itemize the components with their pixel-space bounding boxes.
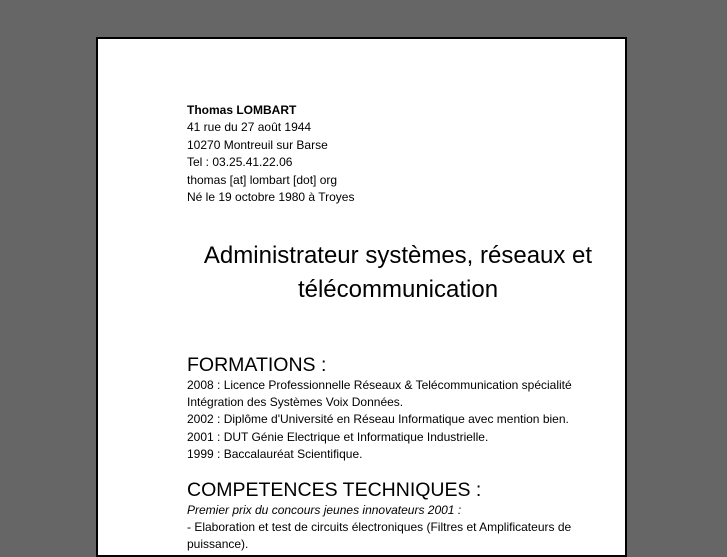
competences-subheading: Premier prix du concours jeunes innovateurs 2001 : <box>187 503 462 517</box>
contact-email: thomas [at] lombart [dot] org <box>187 172 338 187</box>
competences-section <box>187 478 617 554</box>
formations-heading: FORMATIONS : <box>187 354 327 376</box>
formation-item: 2008 : Licence Professionnelle Réseaux & Telécommunication spécialité <box>187 378 572 392</box>
document-page <box>96 37 627 557</box>
formation-item: 1999 : Baccalauréat Scientifique. <box>187 446 363 461</box>
contact-name: Thomas LOMBART <box>187 103 297 117</box>
formation-item: Intégration des Systèmes Voix Données. <box>187 395 404 410</box>
cv-title-line2: télécommunication <box>297 276 499 303</box>
contact-phone: Tel : 03.25.41.22.06 <box>187 155 293 170</box>
formation-item: 2002 : Diplôme d'Université en Réseau Informatique avec mention bien. <box>187 412 569 427</box>
contact-birth: Né le 19 octobre 1980 à Troyes <box>187 190 355 205</box>
cv-title <box>168 239 627 307</box>
competences-heading: COMPETENCES TECHNIQUES : <box>187 479 482 501</box>
contact-address-line2: 10270 Montreuil sur Barse <box>187 137 328 152</box>
formations-section <box>187 353 617 463</box>
contact-block <box>187 102 354 206</box>
competence-item: - Elaboration et test de circuits électroniques (Filtres et Amplificateurs de puissance). <box>187 520 572 552</box>
cv-title-line1: Administrateur systèmes, réseaux et <box>203 242 593 269</box>
contact-address-line1: 41 rue du 27 août 1944 <box>187 120 312 135</box>
formation-item: 2001 : DUT Génie Electrique et Informatique Industrielle. <box>187 429 489 444</box>
